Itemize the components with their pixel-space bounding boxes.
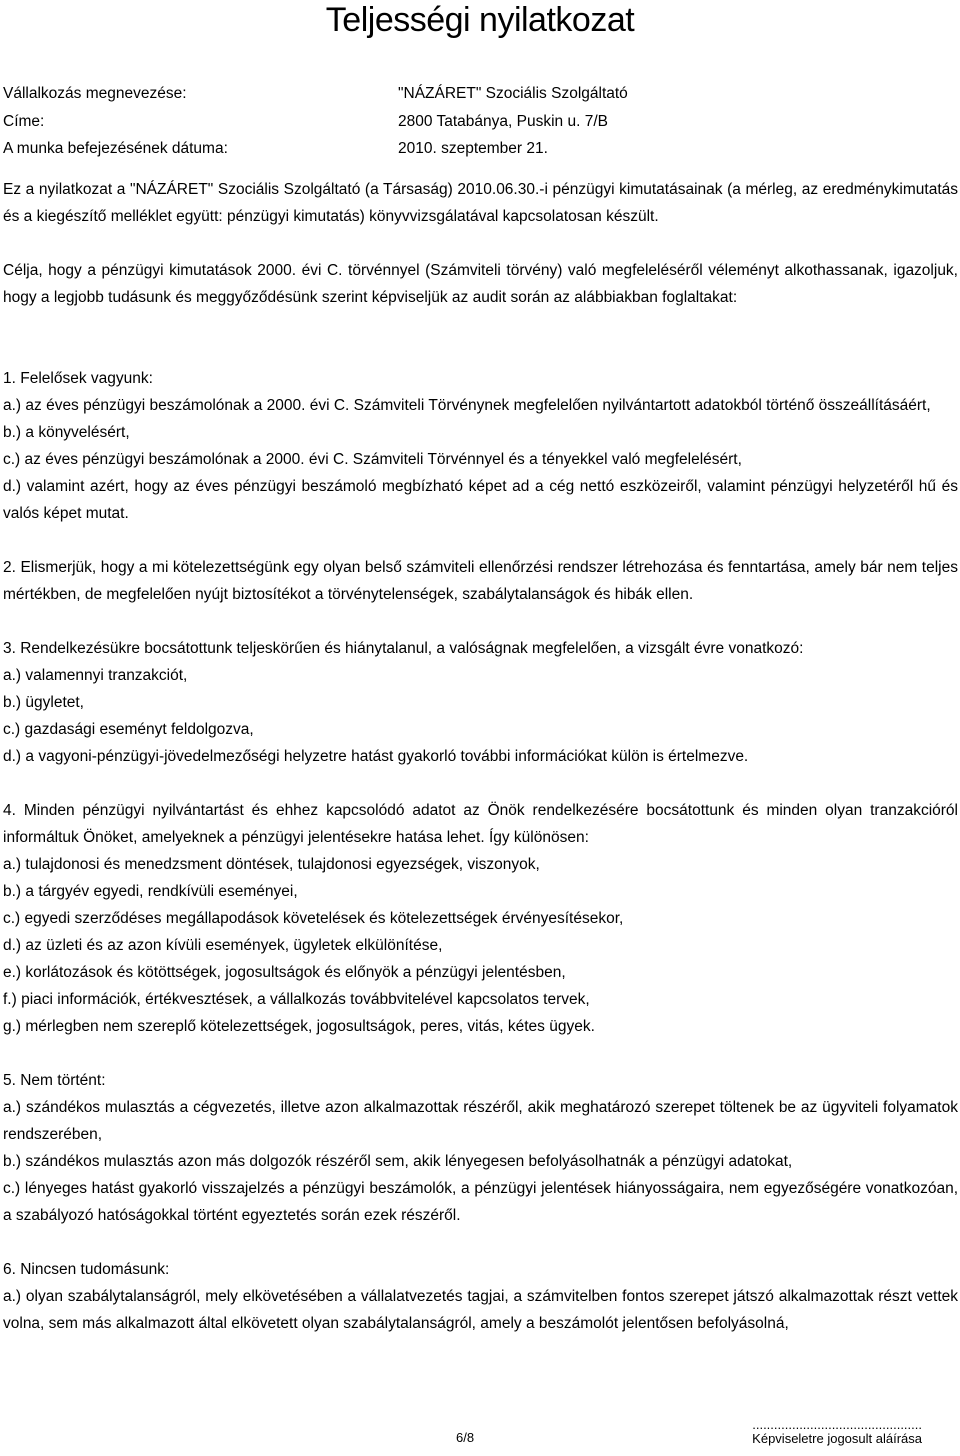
company-address-label: Címe: bbox=[3, 112, 45, 130]
section-1-item-b: b.) a könyvelésért, bbox=[3, 424, 130, 441]
section-3-item-b: b.) ügyletet, bbox=[3, 694, 84, 711]
section-5-item-a: a.) szándékos mulasztás a cégvezetés, illetve azon alkalmazottak részéről, akik meghatározó szerepet töltenek be az ügyviteli folyamatok rendszerében, bbox=[3, 1099, 958, 1143]
company-name-label: Vállalkozás megnevezése: bbox=[3, 85, 187, 102]
intro-paragraph-1: Ez a nyilatkozat a "NÁZÁRET" Szociális Szolgáltató (a Társaság) 2010.06.30.-i pénzügyi kimutatásainak (a mérleg, az eredménykimutatás és a kiegészítő melléklet együtt: pénzügyi kimutatás) könyvvizsgálatával kapcsolatosan készült. bbox=[3, 181, 958, 225]
section-2-text: 2. Elismerjük, hogy a mi kötelezettségünk egy olyan belső számviteli ellenőrzési rendszer létrehozása és fenntartása, amely bár nem teljes mértékben, de megfelelően nyújt biztosítékot a törvénytelenségek, szabálytalanságok és hibák ellen. bbox=[3, 559, 958, 603]
section-4-item-c: c.) egyedi szerződéses megállapodások követelések és kötelezettségek érvényesítésekor, bbox=[3, 910, 624, 927]
completion-date-value: 2010. szeptember 21. bbox=[398, 140, 548, 157]
section-6-heading: 6. Nincsen tudomásunk: bbox=[3, 1261, 170, 1278]
section-4-item-g: g.) mérlegben nem szereplő kötelezettségek, jogosultságok, peres, vitás, kétes ügyek. bbox=[3, 1018, 595, 1035]
section-4-item-e: e.) korlátozások és kötöttségek, jogosultságok és előnyök a pénzügyi jelentésben, bbox=[3, 964, 566, 981]
section-5-item-c: c.) lényeges hatást gyakorló visszajelzés a pénzügyi beszámolók, a pénzügyi jelentések hiányosságaira, nem egyezőségére vonatkozóan, a szabályozó hatóságokkal történt egyeztetés során ezek részéről. bbox=[3, 1180, 958, 1224]
section-4-item-d: d.) az üzleti és az azon kívüli események, ügyletek elkülönítése, bbox=[3, 937, 443, 954]
section-4-item-b: b.) a tárgyév egyedi, rendkívüli eseményei, bbox=[3, 883, 298, 900]
section-3-item-d: d.) a vagyoni-pénzügyi-jövedelmezőségi helyzetre hatást gyakorló további információkat külön is értelmezve. bbox=[3, 748, 749, 765]
section-5-item-b: b.) szándékos mulasztás azon más dolgozók részéről sem, akik lényegesen befolyásolhatnák a pénzügyi adatokat, bbox=[3, 1153, 793, 1170]
section-1-item-c: c.) az éves pénzügyi beszámolónak a 2000. évi C. Számviteli Törvénnyel és a tényekkel való megfelelésért, bbox=[3, 451, 742, 468]
section-1-item-d: d.) valamint azért, hogy az éves pénzügyi beszámoló megbízható képet ad a cég nettó eszközeiről, valamint pénzügyi helyzetéről hű és valós képet mutat. bbox=[3, 478, 958, 522]
signature-line: ............................................... bbox=[752, 1417, 922, 1432]
intro-paragraph-2: Célja, hogy a pénzügyi kimutatások 2000. évi C. törvénnyel (Számviteli törvény) való megfeleléséről véleményt alkothassanak, igazoljuk, hogy a legjobb tudásunk és meggyőződésünk szerint képviseljük az audit során az alábbiakban foglaltakat: bbox=[3, 262, 958, 306]
page-number: 6/8 bbox=[456, 1430, 475, 1445]
section-3-item-c: c.) gazdasági eseményt feldolgozva, bbox=[3, 721, 254, 738]
section-1-heading: 1. Felelősek vagyunk: bbox=[3, 370, 153, 387]
company-address-value: 2800 Tatabánya, Puskin u. 7/B bbox=[398, 112, 608, 130]
section-4-item-a: a.) tulajdonosi és menedzsment döntések, tulajdonosi egyezségek, viszonyok, bbox=[3, 856, 540, 873]
company-name-value: "NÁZÁRET" Szociális Szolgáltató bbox=[398, 85, 628, 102]
signature-block bbox=[752, 1418, 922, 1446]
section-4-item-f: f.) piaci információk, értékvesztések, a vállalkozás továbbvitelével kapcsolatos tervek, bbox=[3, 991, 590, 1008]
statement-body bbox=[3, 176, 958, 1337]
section-3-heading: 3. Rendelkezésükre bocsátottunk teljeskörűen és hiánytalanul, a valóságnak megfelelően, a vizsgált évre vonatkozó: bbox=[3, 640, 804, 657]
section-6-item-a: a.) olyan szabálytalanságról, mely elkövetésében a vállalatvezetés tagjai, a számvitelben fontos szerepet játszó alkalmazottak részt vettek volna, sem más alkalmazott által elkövetett olyan szabálytalanságról, amely a beszámolót jelentősen befolyásolná, bbox=[3, 1288, 958, 1332]
document-title: Teljességi nyilatkozat bbox=[325, 1, 635, 39]
completion-date-label: A munka befejezésének dátuma: bbox=[3, 140, 228, 157]
section-1-item-a: a.) az éves pénzügyi beszámolónak a 2000. évi C. Számviteli Törvénynek megfelelően nyilvántartott adatokból történő összeállításáért, bbox=[3, 397, 931, 414]
signature-caption: Képviseletre jogosult aláírása bbox=[752, 1431, 922, 1446]
section-3-item-a: a.) valamennyi tranzakciót, bbox=[3, 667, 188, 684]
section-4-heading: 4. Minden pénzügyi nyilvántartást és ehhez kapcsolódó adatot az Önök rendelkezésére bocsátottunk és minden olyan tranzakcióról informáltuk Önöket, amelyeknek a pénzügyi jelentésekre hatása lehet. Így különösen: bbox=[3, 802, 958, 846]
section-5-heading: 5. Nem történt: bbox=[3, 1072, 106, 1089]
